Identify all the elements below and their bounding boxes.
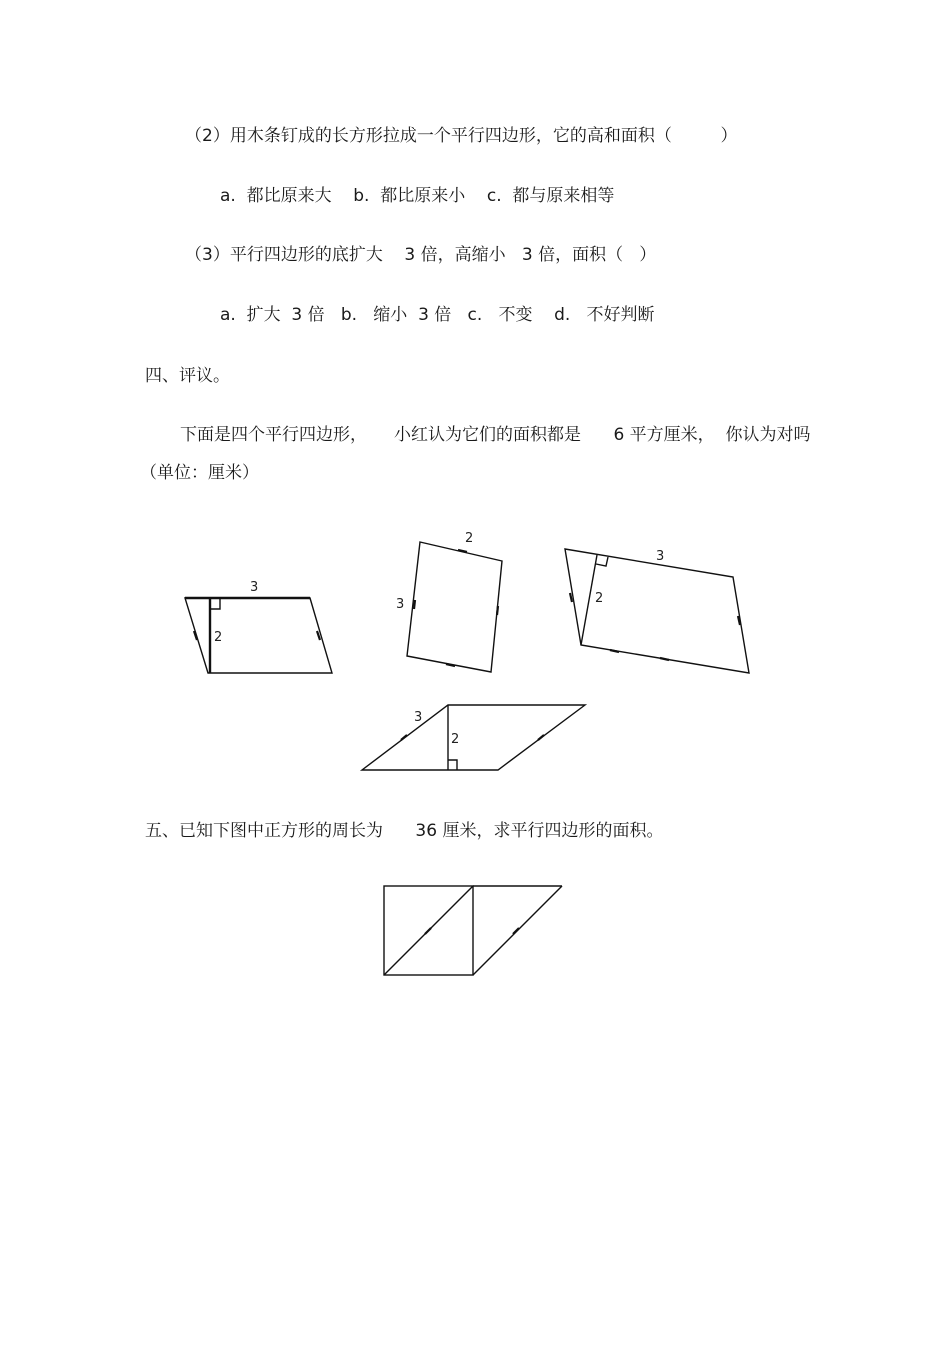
figure-1-base-label: 3 [250,580,259,595]
figure-4-height-label: 2 [451,732,460,747]
figure-3-parallelogram [565,549,749,673]
figure-2-parallelogram [396,531,502,672]
figure-2-side-label: 3 [396,597,405,612]
section4-heading: 四、评议。 [145,366,230,386]
figure-4-parallelogram [362,705,585,770]
section5-heading: 五、已知下图中正方形的周长为 36 厘米，求平行四边形的面积。 [145,821,664,841]
section4-prompt-line2: （单位：厘米） [140,463,259,483]
q2-options: a. 都比原来大 b. 都比原来小 c. 都与原来相等 [220,186,615,206]
figure-3-height-label: 2 [595,591,604,606]
q3-options: a. 扩大 3 倍 b. 缩小 3 倍 c. 不变 d. 不好判断 [220,305,655,325]
figure-1-parallelogram [185,580,332,673]
figure-4-side-label: 3 [414,710,423,725]
q3-stem: （3）平行四边形的底扩大 3 倍，高缩小 3 倍，面积（ ） [185,245,657,265]
q2-stem: （2）用木条钉成的长方形拉成一个平行四边形，它的高和面积（ ） [185,126,738,146]
square-parallelogram-figure [384,886,562,975]
figure-2-top-label: 2 [465,531,474,546]
figure-3-top-label: 3 [656,549,665,564]
section4-prompt-line1: 下面是四个平行四边形， 小红认为它们的面积都是 6 平方厘米， 你认为对吗 [180,425,811,445]
figure-1-height-label: 2 [214,630,223,645]
